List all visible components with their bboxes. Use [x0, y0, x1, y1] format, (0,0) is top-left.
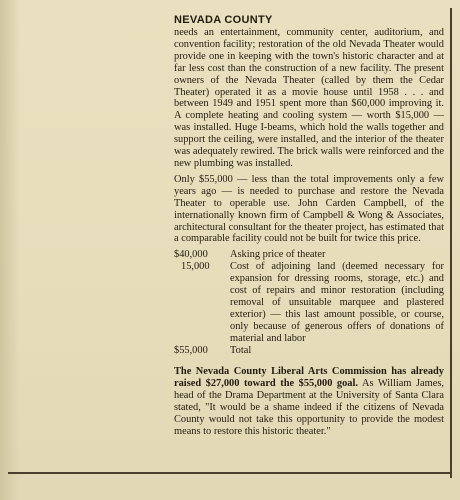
cost-description: Cost of adjoining land (deemed necessary for expansion for dressing rooms, storage, etc.) and cost of repairs and minor restoration (including removal of unsuitable marquee and plastered exterior) — this last amount possible, or course, only because of generous offers of donations of material and labor — [230, 261, 444, 344]
page-fold-shadow — [0, 0, 20, 500]
cost-amount: 15,000 — [181, 261, 210, 273]
cost-row — [174, 249, 444, 261]
intro-paragraph: needs an entertainment, community center, auditorium, and convention facility; restoration of the old Nevada Theater would provide one in keeping with the town's historic character and at far less cost than the construction of a new facility. The present owners of the Nevada Theater (called by them the Cedar Theater) operated it as a movie house until 1958 . . . and between 1949 and 1951 spent more than $60,000 improving it. A complete heating and cooling system — worth $15,000 — was installed. Huge I-beams, which hold the walls together and support the ceiling, were installed, and the interior of the theater was adequately rewired. The brick walls were reinforced and the new plumbing was installed. — [174, 27, 444, 169]
closing-quote-text: As William James, head of the Drama Department at the University of Santa Clara stated, "It would be a shame indeed if the citizens of Nevada County would not take this opportunity to provide the modest means to restore this historic theater." — [174, 378, 445, 437]
cost-description: Total — [230, 344, 252, 356]
cost-amount: $55,000 — [174, 344, 208, 356]
cost-breakdown — [174, 249, 444, 356]
cost-row-total — [174, 345, 444, 357]
cost-description: Asking price of theater — [230, 249, 326, 261]
right-border-rule — [450, 8, 452, 478]
funding-paragraph: Only $55,000 — less than the total improvements only a few years ago — is needed to purchase and restore the Nevada Theater to operable use. John Carden Campbell, of the internationally known firm of Campbell & Wong & Associates, architectural consultant for the theater project, has estimated that a comparable facility could not be built for twice this price. — [174, 173, 444, 245]
section-heading: NEVADA COUNTY — [174, 14, 273, 26]
bottom-border-rule — [8, 472, 452, 474]
closing-paragraph — [174, 366, 444, 437]
cost-row — [174, 261, 444, 344]
cost-amount: $40,000 — [174, 249, 208, 261]
text-column — [174, 14, 444, 442]
closing-bold-text: The Nevada County Liberal Arts Commission has already raised $27,000 toward the $55,000 goal. — [174, 366, 444, 390]
